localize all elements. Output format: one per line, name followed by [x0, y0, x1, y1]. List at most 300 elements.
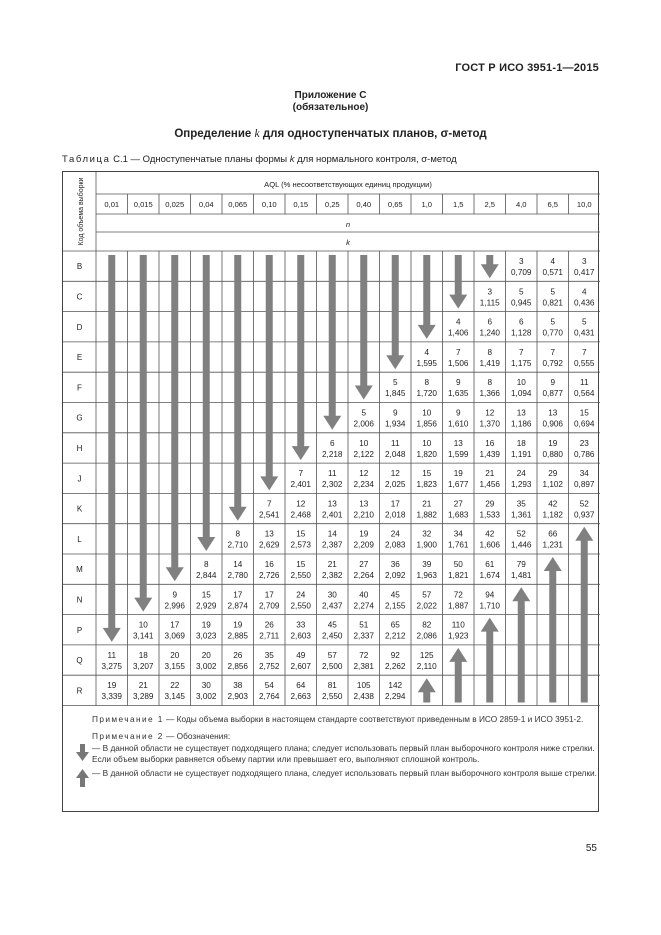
- plan-n-value: 23: [579, 438, 589, 448]
- plan-k-value: 0,897: [574, 480, 595, 490]
- plan-n-value: 7: [581, 347, 587, 357]
- plan-k-value: 1,240: [479, 328, 500, 338]
- plan-n-value: 19: [233, 620, 243, 630]
- plan-k-value: 0,937: [574, 510, 595, 520]
- note-1: [92, 714, 597, 725]
- aql-value: 0,15: [293, 200, 309, 209]
- note-2-text: — Обозначения:: [163, 731, 231, 742]
- plan-k-value: 2,603: [290, 631, 311, 641]
- plan-k-value: 2,122: [353, 449, 374, 459]
- plan-n-value: 4: [550, 257, 556, 266]
- plan-k-value: 3,141: [133, 631, 154, 641]
- plan-k-value: 1,366: [479, 389, 500, 399]
- plan-k-value: 1,481: [511, 571, 532, 580]
- plan-k-value: 1,506: [448, 358, 469, 368]
- table-notes: [92, 714, 597, 779]
- plan-n-value: 15: [296, 529, 306, 539]
- plan-n-value: 10: [422, 438, 432, 448]
- plan-k-value: 0,571: [542, 268, 563, 277]
- plan-k-value: 2,022: [416, 601, 437, 611]
- note-2: [92, 731, 597, 742]
- plan-k-value: 2,018: [385, 510, 406, 520]
- plan-n-value: 11: [391, 438, 400, 448]
- plan-k-value: 1,882: [416, 510, 437, 520]
- plan-n-value: 19: [201, 620, 211, 630]
- aql-header: AQL (% несоответствующих единиц продукции): [264, 180, 432, 189]
- plan-k-value: 0,564: [574, 389, 595, 399]
- plan-k-value: 1,761: [448, 540, 469, 550]
- plan-n-value: 17: [264, 590, 274, 600]
- plan-n-value: 52: [579, 499, 589, 509]
- appendix-heading: [0, 90, 661, 114]
- plan-n-value: 7: [550, 347, 556, 357]
- plan-n-value: 50: [453, 560, 463, 569]
- plan-n-value: 11: [328, 469, 337, 479]
- plan-n-value: 32: [422, 529, 432, 539]
- plan-k-value: 0,906: [542, 419, 563, 429]
- section-title: [0, 128, 661, 140]
- arrow-up-icon: [544, 557, 562, 703]
- plan-k-value: 1,446: [511, 540, 532, 550]
- legend-down: [92, 743, 597, 766]
- plan-k-value: 0,880: [542, 449, 563, 459]
- arrow-up-icon: [481, 618, 499, 703]
- plan-k-value: 2,844: [196, 571, 217, 580]
- plan-n-value: 15: [201, 590, 211, 600]
- plan-k-value: 2,550: [290, 601, 311, 611]
- sample-size-code: B: [76, 262, 83, 272]
- plan-n-value: 5: [392, 378, 398, 388]
- plan-n-value: 125: [419, 650, 434, 660]
- section-title-post: для одноступенчатых планов, σ-метод: [259, 128, 487, 140]
- plan-n-value: 7: [298, 469, 304, 479]
- arrow-down-icon: [197, 255, 215, 551]
- plan-k-value: 2,083: [385, 540, 406, 550]
- plan-n-value: 21: [485, 469, 495, 479]
- plan-k-value: 1,406: [448, 328, 469, 338]
- plan-k-value: 0,945: [511, 298, 532, 308]
- caption-tail: для нормального контроля, σ-метод: [294, 154, 457, 165]
- document-header: ГОСТ Р ИСО 3951-1—2015: [455, 62, 599, 74]
- plan-k-value: 2,387: [322, 540, 343, 550]
- plan-k-value: 0,431: [574, 328, 595, 338]
- plan-n-value: 36: [390, 560, 400, 569]
- sample-size-code: D: [76, 322, 83, 332]
- plan-n-value: 6: [329, 438, 335, 448]
- plan-n-value: 45: [390, 590, 400, 600]
- plan-n-value: 49: [296, 650, 306, 660]
- plan-k-value: 3,207: [133, 661, 154, 671]
- plan-n-value: 3: [487, 287, 493, 297]
- plan-n-value: 38: [233, 681, 243, 691]
- plan-k-value: 1,094: [511, 389, 532, 399]
- sample-size-code: G: [76, 413, 83, 423]
- plan-n-value: 39: [422, 560, 432, 569]
- plan-k-value: 1,599: [448, 449, 469, 459]
- plan-k-value: 1,293: [511, 480, 532, 490]
- plan-k-value: 2,607: [290, 661, 311, 671]
- plan-n-value: 11: [580, 378, 589, 388]
- plan-k-value: 2,092: [385, 571, 406, 580]
- sample-size-code: K: [76, 504, 83, 514]
- plan-k-value: 2,264: [353, 571, 374, 580]
- plan-k-value: 2,903: [227, 692, 248, 702]
- plan-n-value: 51: [359, 620, 369, 630]
- caption-label: Таблица: [62, 154, 111, 165]
- plan-k-value: 2,550: [290, 571, 311, 580]
- plan-k-value: 2,780: [227, 571, 248, 580]
- plan-k-value: 0,709: [511, 268, 532, 277]
- plan-k-value: 1,856: [416, 419, 437, 429]
- plan-k-value: 1,115: [479, 298, 500, 308]
- plan-k-value: 1,182: [542, 510, 563, 520]
- plan-n-value: 24: [516, 469, 526, 479]
- plan-n-value: 4: [581, 287, 587, 297]
- aql-value: 6,5: [547, 200, 559, 209]
- arrow-up-icon: [418, 678, 436, 702]
- plan-n-value: 12: [296, 499, 306, 509]
- arrow-down-icon: [449, 255, 467, 309]
- plan-n-value: 10: [138, 620, 148, 630]
- sample-size-code: J: [77, 474, 82, 484]
- plan-k-value: 1,821: [448, 571, 469, 580]
- plan-n-value: 26: [233, 650, 243, 660]
- plan-k-value: 2,155: [385, 601, 406, 611]
- plan-n-value: 35: [516, 499, 526, 509]
- plan-k-value: 1,820: [416, 449, 437, 459]
- plan-k-value: 1,710: [479, 601, 500, 611]
- section-title-k: k: [254, 128, 260, 140]
- arrow-up-icon: [76, 769, 89, 790]
- plan-n-value: 110: [451, 620, 465, 630]
- sample-size-code: R: [76, 686, 83, 696]
- plan-n-value: 79: [516, 560, 526, 569]
- legend-up: [92, 768, 597, 779]
- plan-n-value: 22: [170, 681, 180, 691]
- plan-k-value: 1,419: [479, 358, 500, 368]
- plan-n-value: 29: [485, 499, 495, 509]
- plan-n-value: 13: [453, 438, 463, 448]
- plan-k-value: 3,145: [164, 692, 185, 702]
- plan-n-value: 105: [356, 681, 371, 691]
- legend-down-text: — В данной области не существует подходящего плана; следует использовать первый план выборочного контроля ниже стрелки. Если объем выборки равняется объему партии или превышает его, выполняют сплошной контроль.: [92, 742, 595, 765]
- plan-k-value: 2,711: [259, 631, 280, 641]
- plan-k-value: 1,370: [479, 419, 500, 429]
- plan-k-value: 1,102: [542, 480, 563, 490]
- plan-n-value: 6: [518, 317, 524, 327]
- plan-n-value: 94: [485, 590, 495, 600]
- arrow-down-icon: [229, 255, 247, 521]
- plan-k-value: 2,856: [227, 661, 248, 671]
- plan-k-value: 3,069: [164, 631, 185, 641]
- plan-k-value: 2,996: [164, 601, 185, 611]
- plan-k-value: 2,381: [353, 661, 374, 671]
- plan-n-value: 13: [548, 408, 558, 418]
- plan-n-value: 34: [453, 529, 463, 539]
- plan-n-value: 65: [390, 620, 400, 630]
- plan-n-value: 24: [390, 529, 400, 539]
- plan-n-value: 8: [203, 560, 209, 569]
- plan-k-value: 2,929: [196, 601, 217, 611]
- plan-k-value: 1,887: [448, 601, 469, 611]
- plan-n-value: 20: [201, 650, 211, 660]
- n-label: n: [345, 220, 351, 229]
- plan-n-value: 4: [424, 347, 430, 357]
- plan-n-value: 5: [581, 317, 587, 327]
- plan-k-value: 2,709: [259, 601, 280, 611]
- plan-n-value: 42: [485, 529, 495, 539]
- aql-value: 1,0: [421, 200, 433, 209]
- plan-k-value: 2,274: [353, 601, 374, 611]
- plan-n-value: 27: [453, 499, 463, 509]
- plan-n-value: 72: [359, 650, 369, 660]
- plan-k-value: 0,786: [574, 449, 595, 459]
- aql-value: 0,04: [198, 200, 214, 209]
- plan-n-value: 82: [422, 620, 432, 630]
- aql-value: 10,0: [576, 200, 592, 209]
- page-number: 55: [585, 843, 597, 854]
- sample-size-code: F: [77, 383, 82, 393]
- plan-k-value: 3,155: [164, 661, 185, 671]
- plan-n-value: 18: [516, 438, 526, 448]
- plan-n-value: 5: [550, 287, 556, 297]
- plan-k-value: 2,752: [259, 661, 280, 671]
- plan-k-value: 2,209: [353, 540, 374, 550]
- sample-size-code: N: [76, 595, 83, 605]
- plan-k-value: 0,436: [574, 298, 595, 308]
- plan-k-value: 2,573: [290, 540, 311, 550]
- plan-n-value: 35: [264, 650, 274, 660]
- plan-k-value: 1,533: [479, 510, 500, 520]
- plan-n-value: 13: [516, 408, 526, 418]
- plan-k-value: 1,677: [448, 480, 469, 490]
- plan-k-value: 1,231: [542, 540, 563, 550]
- arrow-down-icon: [166, 255, 184, 581]
- plan-k-value: 2,629: [259, 540, 280, 550]
- plan-n-value: 64: [296, 681, 306, 691]
- plan-k-value: 1,963: [416, 571, 437, 580]
- arrow-down-icon: [292, 255, 310, 460]
- plan-k-value: 1,900: [416, 540, 437, 550]
- arrow-down-icon: [418, 255, 436, 339]
- plan-n-value: 72: [453, 590, 463, 600]
- plan-n-value: 14: [233, 560, 243, 569]
- plan-n-value: 3: [518, 257, 524, 266]
- plan-n-value: 19: [359, 529, 369, 539]
- plan-k-value: 0,770: [542, 328, 563, 338]
- table-caption: [62, 154, 457, 165]
- plan-n-value: 17: [390, 499, 400, 509]
- plan-n-value: 7: [455, 347, 461, 357]
- aql-value: 2,5: [484, 200, 496, 209]
- plan-n-value: 30: [327, 590, 337, 600]
- plan-k-value: 2,218: [322, 449, 343, 459]
- arrow-down-icon: [76, 744, 89, 765]
- plan-k-value: 1,635: [448, 389, 469, 399]
- plan-k-value: 0,877: [542, 389, 563, 399]
- plan-n-value: 4: [455, 317, 461, 327]
- plan-n-value: 13: [359, 499, 369, 509]
- appendix-status: (обязательное): [292, 102, 369, 113]
- plan-k-value: 0,555: [574, 358, 595, 368]
- plan-k-value: 1,128: [511, 328, 532, 338]
- plan-n-value: 21: [422, 499, 432, 509]
- appendix-title: Приложение С: [294, 90, 367, 101]
- aql-value: 4,0: [515, 200, 527, 209]
- plan-k-value: 0,694: [574, 419, 595, 429]
- plan-n-value: 15: [296, 560, 306, 569]
- plan-n-value: 42: [548, 499, 558, 509]
- plan-k-value: 3,002: [196, 692, 217, 702]
- arrow-down-icon: [260, 255, 278, 490]
- plan-n-value: 16: [485, 438, 495, 448]
- sample-size-code: Q: [76, 656, 83, 666]
- plan-k-value: 3,339: [101, 692, 122, 702]
- plan-n-value: 9: [455, 408, 461, 418]
- plan-n-value: 20: [170, 650, 180, 660]
- plan-k-value: 0,417: [574, 268, 595, 277]
- plan-n-value: 16: [264, 560, 274, 569]
- plan-n-value: 45: [327, 620, 337, 630]
- plan-k-value: 1,186: [511, 419, 532, 429]
- plan-k-value: 2,500: [322, 661, 343, 671]
- aql-value: 0,25: [324, 200, 340, 209]
- plan-n-value: 17: [170, 620, 180, 630]
- plan-k-value: 2,874: [227, 601, 248, 611]
- plan-n-value: 3: [581, 257, 587, 266]
- aql-value: 0,015: [133, 200, 153, 209]
- plan-n-value: 54: [264, 681, 274, 691]
- legend-up-text: — В данной области не существует подходящего плана, следует использовать первый план выборочного контроля выше стрелки.: [92, 767, 597, 778]
- plan-n-value: 13: [264, 529, 274, 539]
- plan-n-value: 34: [579, 469, 589, 479]
- plan-n-value: 142: [388, 681, 403, 691]
- plan-n-value: 8: [487, 347, 493, 357]
- section-title-pre: Определение: [174, 128, 255, 140]
- caption-k: k: [289, 154, 295, 165]
- plan-n-value: 15: [579, 408, 589, 418]
- plan-n-value: 52: [516, 529, 526, 539]
- plan-n-value: 26: [264, 620, 274, 630]
- plan-k-value: 2,210: [353, 510, 374, 520]
- plan-n-value: 7: [266, 499, 272, 509]
- plan-k-value: 2,401: [290, 480, 311, 490]
- plan-k-value: 2,438: [353, 692, 374, 702]
- plan-n-value: 9: [455, 378, 461, 388]
- plan-n-value: 14: [327, 529, 337, 539]
- plan-k-value: 2,450: [322, 631, 343, 641]
- plan-n-value: 5: [361, 408, 367, 418]
- plan-k-value: 0,821: [542, 298, 563, 308]
- plan-n-value: 10: [422, 408, 432, 418]
- plan-k-value: 2,382: [322, 571, 343, 580]
- plan-k-value: 2,212: [385, 631, 406, 641]
- plan-k-value: 2,401: [322, 510, 343, 520]
- plan-k-value: 2,234: [353, 480, 374, 490]
- plan-n-value: 18: [138, 650, 148, 660]
- sample-size-code: M: [76, 565, 83, 575]
- plan-k-value: 2,025: [385, 480, 406, 490]
- plan-n-value: 81: [327, 681, 337, 691]
- plan-k-value: 1,923: [448, 631, 469, 641]
- caption-rest: С.1 — Одноступенчатые планы формы: [110, 154, 290, 165]
- plan-k-value: 1,456: [479, 480, 500, 490]
- sample-size-code: E: [76, 353, 83, 363]
- plan-n-value: 57: [327, 650, 337, 660]
- arrow-down-icon: [103, 255, 121, 642]
- note-2-label: Примечание 2: [92, 731, 164, 742]
- plan-n-value: 21: [138, 681, 148, 691]
- plan-n-value: 11: [107, 650, 116, 660]
- plan-n-value: 13: [327, 499, 337, 509]
- plan-k-value: 1,595: [416, 358, 437, 368]
- plan-n-value: 5: [518, 287, 524, 297]
- plan-n-value: 24: [296, 590, 306, 600]
- plan-n-value: 8: [235, 529, 241, 539]
- plan-k-value: 2,663: [290, 692, 311, 702]
- plan-k-value: 2,337: [353, 631, 374, 641]
- note-1-label: Примечание 1: [92, 714, 164, 724]
- plan-n-value: 19: [107, 681, 117, 691]
- plan-k-value: 2,710: [227, 540, 248, 550]
- plan-k-value: 1,606: [479, 540, 500, 550]
- arrow-down-icon: [481, 255, 499, 278]
- plan-n-value: 5: [550, 317, 556, 327]
- plan-k-value: 1,175: [511, 358, 532, 368]
- sample-size-code: H: [76, 443, 83, 453]
- plan-k-value: 2,262: [385, 661, 406, 671]
- plan-n-value: 17: [233, 590, 243, 600]
- plan-n-value: 12: [390, 469, 400, 479]
- aql-value: 0,10: [261, 200, 277, 209]
- plan-n-value: 9: [172, 590, 178, 600]
- plan-n-value: 8: [424, 378, 430, 388]
- plan-k-value: 1,439: [479, 449, 500, 459]
- plan-k-value: 0,792: [542, 358, 563, 368]
- aql-value: 0,065: [228, 200, 248, 209]
- plan-n-value: 30: [201, 681, 211, 691]
- plan-n-value: 10: [516, 378, 526, 388]
- arrow-down-icon: [134, 255, 152, 612]
- plan-n-value: 40: [359, 590, 369, 600]
- plan-n-value: 15: [422, 469, 432, 479]
- plan-k-value: 1,361: [511, 510, 532, 520]
- plan-k-value: 2,294: [385, 692, 406, 702]
- plan-k-value: 1,720: [416, 389, 437, 399]
- plan-n-value: 12: [485, 408, 495, 418]
- plan-n-value: 19: [548, 438, 558, 448]
- plan-n-value: 19: [453, 469, 463, 479]
- aql-value: 0,01: [104, 200, 120, 209]
- aql-value: 0,65: [387, 200, 403, 209]
- plan-n-value: 12: [359, 469, 369, 479]
- aql-value: 1,5: [452, 200, 464, 209]
- sample-size-code: C: [76, 292, 83, 302]
- plan-n-value: 61: [485, 560, 495, 569]
- plan-n-value: 57: [422, 590, 432, 600]
- k-label: k: [346, 238, 350, 247]
- plan-n-value: 29: [548, 469, 558, 479]
- arrow-down-icon: [355, 255, 373, 400]
- plan-n-value: 33: [296, 620, 306, 630]
- arrow-down-icon: [386, 255, 404, 369]
- plan-n-value: 6: [487, 317, 493, 327]
- plan-k-value: 2,048: [385, 449, 406, 459]
- plan-k-value: 2,726: [259, 571, 280, 580]
- plan-k-value: 1,191: [511, 449, 532, 459]
- sample-size-code: P: [76, 625, 83, 635]
- plan-k-value: 2,302: [322, 480, 343, 490]
